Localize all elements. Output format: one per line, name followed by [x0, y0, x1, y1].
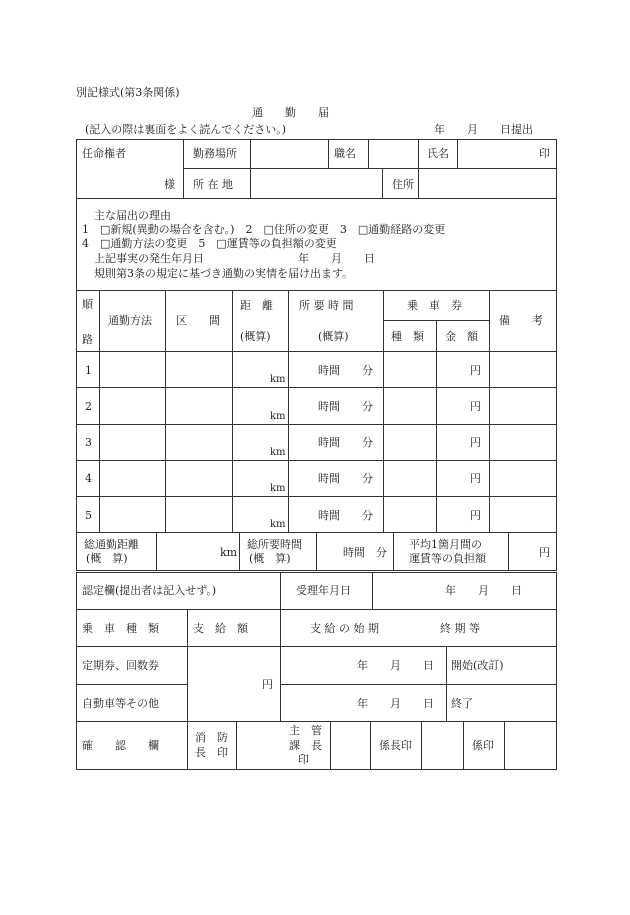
row-number: 4: [85, 472, 92, 485]
start-revised-label: 開始(改訂): [451, 659, 504, 672]
row-number: 3: [85, 436, 92, 449]
divider: [316, 532, 317, 571]
row-yen: 円: [470, 400, 481, 413]
divider: [383, 290, 384, 533]
divider: [446, 646, 447, 721]
appointer-label: 任命権者: [82, 147, 126, 160]
total-distance-label: 総通勤距離: [84, 538, 139, 551]
chief-seal-line2: 課 長: [289, 739, 322, 752]
divider: [239, 532, 240, 571]
row-time: 時間 分: [318, 472, 373, 485]
divider: [76, 351, 557, 352]
start-date: 年 月 日: [357, 659, 434, 672]
distance-col-sub: (概算): [240, 330, 271, 343]
row-km-unit: km: [270, 374, 286, 385]
row-yen: 円: [470, 509, 481, 522]
distance-col-header: 距 離: [240, 299, 273, 312]
chief-seal-line1: 主 管: [289, 724, 322, 737]
reason-options-1: 1 □新規(異動の場合を含む。) 2 □住所の変更 3 □通勤経路の変更: [82, 223, 446, 236]
divider: [393, 532, 394, 571]
fire-chief-seal-top: 消 防: [195, 731, 228, 744]
ticket-amount-col: 金 額: [445, 330, 478, 343]
divider: [421, 721, 422, 770]
route-col-bottom: 路: [82, 333, 93, 346]
total-km-unit: km: [220, 546, 238, 559]
occurrence-label: 上記事実の発生年月日: [94, 252, 204, 265]
row-number: 2: [85, 400, 92, 413]
divider: [328, 139, 329, 168]
divider: [280, 684, 557, 685]
divider: [76, 609, 557, 610]
divider: [504, 721, 505, 770]
confirmation-label: 確 認 欄: [82, 739, 159, 752]
applicant-table: [76, 139, 557, 199]
divider: [183, 168, 557, 169]
divider: [76, 460, 557, 461]
divider: [288, 290, 289, 533]
total-time-sub: (概 算): [249, 552, 291, 565]
divider: [76, 721, 557, 722]
row-number: 1: [85, 364, 92, 377]
divider: [330, 721, 331, 770]
divider: [76, 496, 557, 497]
row-number: 5: [85, 509, 92, 522]
certification-label: 認定欄(提出者は記入せず。): [82, 584, 217, 597]
divider: [436, 320, 437, 533]
payment-start-label: 支 給 の 始 期: [310, 622, 379, 635]
staff-seal-label: 係印: [472, 739, 494, 752]
divider: [463, 721, 464, 770]
address-label: 住所: [392, 178, 414, 191]
end-date: 年 月 日: [357, 697, 434, 710]
monthly-yen-unit: 円: [539, 546, 550, 559]
divider: [457, 139, 458, 168]
divider: [183, 139, 184, 199]
ticket-type-col: 種 類: [391, 330, 424, 343]
received-date-label: 受理年月日: [296, 584, 351, 597]
divider: [76, 424, 557, 425]
payment-yen-unit: 円: [262, 678, 273, 691]
monthly-burden-label: 平均1箇月間の: [409, 538, 482, 551]
divider: [232, 290, 233, 533]
payment-end-label: 終 期 等: [440, 622, 480, 635]
section-chief-seal-label: 係長印: [379, 739, 412, 752]
route-col-top: 順: [82, 298, 93, 311]
divider: [372, 572, 373, 609]
time-col-header: 所 要 時 間: [299, 299, 354, 312]
divider: [187, 609, 188, 770]
row-time: 時間 分: [318, 400, 373, 413]
name-label: 氏名: [427, 147, 449, 160]
row-time: 時間 分: [318, 509, 373, 522]
fire-chief-seal-bottom: 長 印: [195, 746, 228, 759]
declaration-text: 規則第3条の規定に基づき通勤の実情を届け出ます。: [94, 267, 354, 280]
row-km-unit: km: [270, 411, 286, 422]
row-km-unit: km: [270, 447, 286, 458]
divider: [236, 721, 237, 770]
occurrence-date: 年 月 日: [298, 252, 375, 265]
location-label: 所 在 地: [193, 178, 233, 191]
divider: [489, 290, 490, 533]
divider: [76, 387, 557, 388]
ride-type-label: 乗 車 種 類: [82, 622, 159, 635]
section-col-header: 区 間: [176, 314, 220, 327]
ticket-col-header: 乗 車 券: [407, 299, 462, 312]
received-date-value: 年 月 日: [445, 584, 522, 597]
divider: [165, 290, 166, 533]
sama-label: 様: [164, 178, 175, 191]
divider: [99, 290, 100, 533]
time-col-sub: (概算): [318, 330, 349, 343]
position-label: 職名: [334, 147, 356, 160]
seal-label: 印: [539, 147, 550, 160]
total-time-label: 総所要時間: [247, 538, 302, 551]
divider: [508, 532, 509, 571]
chief-seal-line3: 印: [298, 753, 309, 766]
divider: [280, 572, 281, 609]
divider: [368, 139, 369, 168]
form-reference: 別記様式(第3条関係): [76, 86, 180, 99]
row-yen: 円: [470, 472, 481, 485]
commuter-pass-label: 定期券、回数券: [82, 659, 159, 672]
monthly-burden-sub: 運賃等の負担額: [409, 552, 486, 565]
workplace-label: 勤務場所: [193, 147, 237, 160]
total-distance-sub: (概 算): [86, 552, 128, 565]
divider: [370, 721, 371, 770]
payment-amount-label: 支 給 額: [193, 622, 248, 635]
submission-date: 年 月 日提出: [434, 123, 533, 136]
divider: [418, 139, 419, 199]
divider: [156, 532, 157, 571]
divider: [382, 168, 383, 199]
reason-heading: 主な届出の理由: [94, 209, 171, 222]
row-yen: 円: [470, 436, 481, 449]
row-time: 時間 分: [318, 364, 373, 377]
end-label: 終了: [451, 697, 473, 710]
row-km-unit: km: [270, 519, 286, 530]
divider: [76, 684, 187, 685]
divider: [280, 609, 281, 721]
divider: [76, 646, 557, 647]
form-title: 通 勤 届: [252, 106, 329, 119]
total-time-value: 時間 分: [343, 546, 387, 559]
row-time: 時間 分: [318, 436, 373, 449]
remarks-col-header: 備 考: [499, 314, 543, 327]
method-col-header: 通勤方法: [108, 314, 152, 327]
row-yen: 円: [470, 364, 481, 377]
divider: [250, 139, 251, 199]
instruction-note: (記入の際は裏面をよく読んでください。): [85, 123, 287, 136]
reason-options-2: 4 □通勤方法の変更 5 □運賃等の負担額の変更: [82, 237, 337, 250]
car-etc-label: 自動車等その他: [82, 697, 159, 710]
row-km-unit: km: [270, 483, 286, 494]
